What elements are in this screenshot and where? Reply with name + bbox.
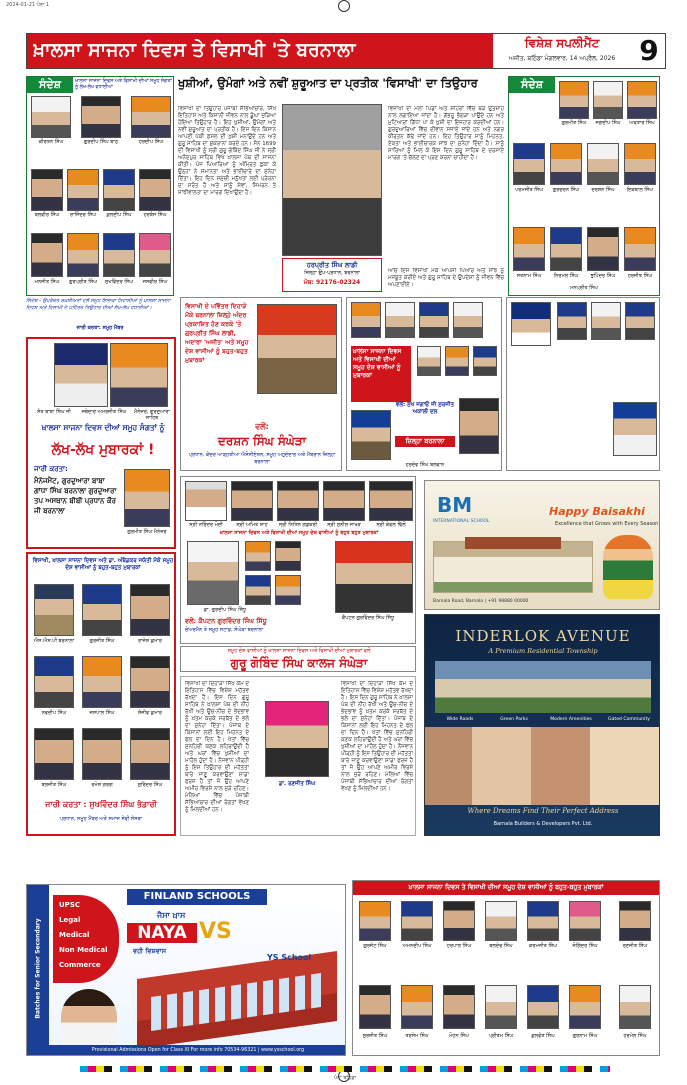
author-name: ਹਰਪ੍ਰੀਤ ਸਿੰਘ ਲਾਡੀ xyxy=(306,261,358,269)
family-photo xyxy=(425,727,660,805)
notice-sign: ਜਾਰੀ ਕਰਤਾ: ਸਮੂਹ ਮੈਂਬਰ xyxy=(76,325,124,331)
person-photo xyxy=(559,81,589,119)
article-two-body-left: ਵਿਸਾਖੀ ਦਾ ਦਿਹਾੜਾ ਸਿੱਖ ਕੌਮ ਦੇ ਇਤਿਹਾਸ ਵਿੱਚ ਵਿਸ਼ੇਸ਼ ਮਹੱਤਵ ਰੱਖਦਾ ਹੈ। ਇਸ ਦਿਨ ਗੁਰੂ ਸਾਹਿਬ ਨੇ ਖ਼ਾਲਸਾ ਪੰਥ ਦੀ ਨੀਂਹ ਰੱਖੀ ਅਤੇ ਊਚ-ਨੀਚ ਦੇ ਭੇਦਭਾਵ ਨੂੰ ਖ਼ਤਮ ਕਰਕੇ ਸਰਬੱਤ ਦੇ ਭਲੇ ਦਾ ਸੁਨੇਹਾ ਦਿੱਤਾ। ਪੰਜਾਬ ਦੇ ਕਿਸਾਨਾਂ ਲਈ ਇਹ ਮਿਹਨਤ ਦੇ ਫਲ ਦਾ ਦਿਨ ਹੈ। ਖੇਤਾਂ ਵਿੱਚ ਸੁਨਹਿਰੀ ਕਣਕ ਲਹਿਰਾਉਂਦੀ ਹੈ ਅਤੇ ਘਰਾਂ ਵਿੱਚ ਖੁਸ਼ੀਆਂ ਦਾ ਮਾਹੌਲ ਹੁੰਦਾ ਹੈ। ਨੌਜਵਾਨ ਪੀੜ੍ਹੀ ਨੂੰ ਇਸ ਤਿਉਹਾਰ ਦੀ ਮਹੱਤਤਾ ਬਾਰੇ ਜਾਣੂ ਕਰਵਾਉਣਾ ਸਾਡਾ ਫਰਜ਼ ਹੈ ਤਾਂ ਜੋ ਉਹ ਆਪਣੇ ਅਮੀਰ ਵਿਰਸੇ ਨਾਲ ਜੁੜੇ ਰਹਿਣ। ਮੇਲਿਆਂ ਵਿੱਚ ਪੰਜਾਬੀ ਸੱਭਿਆਚਾਰ ਦੀਆਂ ਰੰਗਤਾਂ ਵੇਖਣ ਨੂੰ ਮਿਲਦੀਆਂ ਹਨ। xyxy=(185,681,249,813)
person-caption: ਮਨਪ੍ਰੀਤ ਸਿੰਘ xyxy=(570,285,598,291)
person-photo xyxy=(569,985,601,1029)
bm-tagline: Happy Baisakhi xyxy=(549,505,645,518)
person-photo xyxy=(67,169,99,211)
akali-wish: ਖ਼ਾਲਸਾ ਸਾਜਨਾ ਦਿਵਸ ਅਤੇ ਵਿਸਾਖੀ ਦੀਆਂ ਸਮੂਹ ਦੇਸ਼ ਵਾਸੀਆਂ ਨੂੰ ਮੁਬਾਰਕਾਂ xyxy=(351,346,411,402)
person-photo xyxy=(557,302,587,340)
registration-mark-top xyxy=(338,0,350,12)
person-photo xyxy=(513,227,545,271)
person-caption: ਜਸਵੀਰ ਸਿੰਘ xyxy=(142,279,168,285)
person-caption: ਕੀਰਤਨ ਸਿੰਘ xyxy=(38,139,64,145)
person-caption: ਬਲਜੀਤ ਸਿੰਘ xyxy=(41,782,67,788)
article-closing: ਆਓ ਇਸ ਵਿਸਾਖੀ ਮੌਕੇ ਆਪਸੀ ਪਿਆਰ ਅਤੇ ਸਾਂਝ ਨੂੰ ਮਜ਼ਬੂਤ ਕਰੀਏ ਅਤੇ ਗੁਰੂ ਸਾਹਿਬ ਦੇ ਉਪਦੇਸ਼ਾਂ ਨੂੰ ਜੀਵਨ ਵਿੱਚ ਅਪਣਾਈਏ। xyxy=(388,268,504,288)
inderlok-subtitle: A Premium Residential Township xyxy=(488,647,598,655)
article-two xyxy=(180,676,416,836)
person-caption: ਜਸਪਾਲ ਸਿੰਘ xyxy=(89,710,115,716)
person-caption: ਗੁਰਮੀਤ ਸਿੰਘ xyxy=(561,120,587,126)
township-rendering xyxy=(435,661,651,713)
person-photo xyxy=(527,901,559,941)
bhangra-dancer-illustration xyxy=(603,535,653,599)
person-photo xyxy=(419,302,449,338)
person-photo xyxy=(385,302,415,338)
person-caption: ਹਰਮੇਲ ਸਿੰਘ xyxy=(623,1033,647,1039)
leader-photo xyxy=(277,481,319,521)
feature-item: Modern Amenities xyxy=(550,717,592,722)
person-photo xyxy=(245,541,271,571)
person-photo xyxy=(67,233,99,277)
person-caption: ਜੋਗਿੰਦਰ ਸਿੰਘ xyxy=(572,943,598,949)
person-caption: ਦਰਸ਼ਨ ਸਿੰਘ xyxy=(591,187,615,193)
leader-photo xyxy=(369,481,413,521)
ad-bhandari xyxy=(26,552,176,836)
finland-tagline: ਜੈਸਾ ਖ਼ਾਸ xyxy=(157,911,186,920)
person-caption: ਰਮੇਸ਼ ਗਰਗ xyxy=(91,782,113,788)
person-caption: ਹਰਜੀਤ ਸਿੰਘ xyxy=(627,273,653,279)
leader-photo xyxy=(185,481,227,521)
person-photo xyxy=(550,143,582,185)
person-caption: ਨਵਦੀਪ ਸਿੰਘ xyxy=(41,710,67,716)
ad-bihla xyxy=(506,297,660,471)
ad-akali xyxy=(346,297,502,471)
leaders-wish: ਖ਼ਾਲਸਾ ਸਾਜਨਾ ਦਿਵਸ ਅਤੇ ਵਿਸਾਖੀ ਦੀਆਂ ਸਮੂਹ ਦੇਸ਼ ਵਾਸੀਆਂ ਨੂੰ ਬਹੁਤ ਬਹੁਤ ਮੁਬਾਰਕਾਂ xyxy=(219,530,379,536)
person-photo xyxy=(619,985,651,1029)
person-photo xyxy=(54,343,108,407)
person-caption: ਰਾਜਿੰਦਰ ਸਿੰਘ xyxy=(69,212,97,218)
issuer-text: ਮੈਨੇਜਮੈਂਟ, ਗੁਰਦੁਆਰਾ ਬਾਬਾ ਗਾਂਧਾ ਸਿੰਘ ਬਰਨਾਲਾ ਗੁਰਦੁਆਰਾ ਤਪ ਅਸਥਾਨ ਬੀਬੀ ਪ੍ਰਧਾਨ ਕੌਰ ਜੀ ਬਰਨਾਲਾ xyxy=(34,477,117,515)
bm-logo: BM xyxy=(437,493,473,517)
person-photo xyxy=(485,985,517,1029)
person-caption: ਗੁਰਪ੍ਰੀਤ ਸਿੰਘ xyxy=(69,279,97,285)
leader-caption: ਸ੍ਰੀ ਨਿਤਿਨ ਗਡਕਰੀ xyxy=(278,522,318,528)
person-caption: ਰਾਜੇਸ਼ ਕੁਮਾਰ xyxy=(138,638,162,644)
color-calibration-strip xyxy=(80,1066,610,1072)
person-photo xyxy=(82,728,122,780)
person-caption: ਇਕਬਾਲ ਸਿੰਘ xyxy=(627,187,653,193)
person-caption: ਬਲਦੇਵ ਸਿੰਘ xyxy=(489,943,513,949)
center-article xyxy=(178,76,504,296)
person-caption: ਮੈਨੇਜਰ, ਗੁਰਦੁਆਰਾ ਸਾਹਿਬ xyxy=(134,409,170,421)
person-caption: ਗੁਰਜੀਤ ਸਿੰਘ xyxy=(89,638,115,644)
college-by: ਵਲੋਂ: ਕੈਪਟਨ ਗੁਰਵਿੰਦਰ ਸਿੰਘ ਸਿੱਧੂ xyxy=(185,617,267,625)
person-caption: ਗੁਰਚਰਨ ਸਿੰਘ xyxy=(552,187,580,193)
person-caption: ਅਵਤਾਰ ਸਿੰਘ xyxy=(629,120,655,126)
person-photo xyxy=(351,410,391,460)
leader-caption: ਸ੍ਰੀ ਨਰਿੰਦਰ ਮੋਦੀ xyxy=(189,522,223,528)
college-tag: ਸਮੂਹ ਦੇਸ਼ ਵਾਸੀਆਂ ਨੂੰ ਖ਼ਾਲਸਾ ਸਾਜਨਾ ਦਿਵਸ ਅਤੇ ਵਿਸਾਖੀ ਦੀਆਂ ਮੁਬਾਰਕਾਂ ਵਲੋਂ xyxy=(227,648,371,654)
person-caption: ਜਗਦੀਪ ਸਿੰਘ xyxy=(595,120,621,126)
page-number: 9 xyxy=(639,34,659,67)
ad-leaders xyxy=(180,476,416,644)
person-photo xyxy=(139,233,171,277)
person-caption: ਕੁਲਵੰਤ ਸਿੰਘ xyxy=(531,1033,555,1039)
college-banner xyxy=(180,646,416,672)
person-photo xyxy=(624,227,656,271)
ad-finland xyxy=(26,884,346,1056)
person-photo xyxy=(401,985,433,1029)
inderlok-title: INDERLOK AVENUE xyxy=(455,627,631,645)
person-photo xyxy=(593,81,623,119)
person-caption: ਹਰਦੀਪ ਸਿੰਘ xyxy=(138,139,164,145)
bm-brand: INTERNATIONAL SCHOOL xyxy=(433,519,490,524)
person-caption: ਰਣਜੀਤ ਸਿੰਘ xyxy=(622,943,648,949)
person-photo xyxy=(619,901,651,941)
finland-sub: ਵਹੀ ਵਿਸ਼ਵਾਸ xyxy=(133,947,167,955)
leader-caption: ਸ੍ਰੀ ਅਮਿਤ ਸ਼ਾਹ xyxy=(236,522,268,528)
person-photo xyxy=(417,346,441,376)
person-photo xyxy=(257,304,337,394)
college-by-sub: ਚੇਅਰਮੈਨ ਤੇ ਸਮੂਹ ਸਟਾਫ਼, ਸੰਘੇੜਾ ਬਰਨਾਲਾ xyxy=(185,627,264,633)
person-photo xyxy=(359,901,391,941)
person-caption: ਹਰਦੇਵ ਸਿੰਘ ਬਲਵਾਨ xyxy=(405,462,445,468)
person-photo xyxy=(443,901,475,941)
finland-side-text: Batches for Senior Secondary xyxy=(34,918,42,1019)
student-photo xyxy=(61,989,117,1045)
person-caption: ਬਲਵੀਰ ਸਿੰਘ xyxy=(34,212,60,218)
person-photo xyxy=(445,346,469,376)
person-photo xyxy=(34,584,74,636)
person-photo xyxy=(587,143,619,185)
article-headline: ਖੁਸ਼ੀਆਂ, ਉਮੰਗਾਂ ਅਤੇ ਨਵੀਂ ਸ਼ੁਰੂਆਤ ਦਾ ਪ੍ਰਤੀਕ 'ਵਿਸਾਖੀ' ਦਾ ਤਿਉਹਾਰ xyxy=(178,76,478,90)
college-name: ਗੁਰੂ ਗੋਬਿੰਦ ਸਿੰਘ ਕਾਲਜ ਸੰਘੇੜਾ xyxy=(230,656,368,670)
person-caption: ਕੈਪਟਨ ਗੁਰਵਿੰਦਰ ਸਿੰਘ ਸਿੱਧੂ xyxy=(341,615,395,621)
person-photo xyxy=(485,901,517,941)
person-photo xyxy=(359,985,391,1029)
person-photo xyxy=(31,169,63,211)
finland-title: FINLAND SCHOOLS xyxy=(127,889,267,905)
person-photo xyxy=(473,346,497,376)
lakh-mubarakan: ਲੱਖ-ਲੱਖ ਮੁਬਾਰਕਾਂ ! xyxy=(51,442,155,458)
sandesh-label: ਸੰਦੇਸ਼ xyxy=(509,77,555,93)
bhandari-footer: ਜਾਰੀ ਕਰਤਾ : ਸੁਖਵਿੰਦਰ ਸਿੰਘ ਭੰਡਾਰੀ xyxy=(45,800,157,809)
author-role: ਜ਼ਿਲ੍ਹਾ ਉਪ-ਪ੍ਰਧਾਨ, ਬਰਨਾਲਾ xyxy=(304,270,360,276)
school-building-roof xyxy=(465,537,561,549)
akali-district: ਜ਼ਿਲ੍ਹਾ ਬਰਨਾਲਾ xyxy=(395,436,455,447)
person-photo xyxy=(513,143,545,185)
finland-footer: Provisional Admissions Open for Class XI For more info 70534-96321 | www.ysschool.org xyxy=(49,1045,346,1056)
article-body-right: ਵਿਸਾਖੀ ਦਾ ਮੇਲਾ ਪਿੰਡਾਂ ਅਤੇ ਸ਼ਹਿਰਾਂ ਵਿੱਚ ਬੜੇ ਉਤਸ਼ਾਹ ਨਾਲ ਲਗਾਇਆ ਜਾਂਦਾ ਹੈ। ਗੱਭਰੂ ਭੰਗੜਾ ਪਾਉਂਦੇ ਹਨ ਅਤੇ ਮੁਟਿਆਰਾਂ ਗਿੱਧਾ ਪਾ ਕੇ ਖੁਸ਼ੀ ਦਾ ਇਜ਼ਹਾਰ ਕਰਦੀਆਂ ਹਨ। ਗੁਰਦੁਆਰਿਆਂ ਵਿੱਚ ਦੀਵਾਨ ਸਜਾਏ ਜਾਂਦੇ ਹਨ ਅਤੇ ਨਗਰ ਕੀਰਤਨ ਕੱਢੇ ਜਾਂਦੇ ਹਨ। ਇਹ ਤਿਉਹਾਰ ਸਾਨੂੰ ਮਿਹਨਤ, ਏਕਤਾ ਅਤੇ ਭਾਈਚਾਰਕ ਸਾਂਝ ਦਾ ਸੁਨੇਹਾ ਦਿੰਦਾ ਹੈ। ਸਾਨੂੰ ਸਾਰਿਆਂ ਨੂੰ ਮਿਲ ਕੇ ਇਸ ਦਿਨ ਗੁਰੂ ਸਾਹਿਬ ਦੇ ਦਰਸਾਏ ਮਾਰਗ 'ਤੇ ਚੱਲਣ ਦਾ ਪ੍ਰਣ ਕਰਨਾ ਚਾਹੀਦਾ ਹੈ। xyxy=(388,106,504,161)
person-photo xyxy=(130,728,170,780)
person-photo xyxy=(34,728,74,780)
person-photo xyxy=(625,302,655,340)
akali-by: ਵਲੋਂ: ਸੁਖ ਜਗਾਓ ਜੀ ਸੁਰਜੀਤ ਅਕਾਲੀ ਦਲ xyxy=(395,402,455,415)
person-caption: ਗੁਰਦੀਪ ਸਿੰਘ ਬਾਠ xyxy=(83,139,119,145)
ad-bm-school xyxy=(424,480,660,610)
course-item: Commerce xyxy=(59,961,101,969)
person-caption: ਅਮਨਦੀਪ ਸਿੰਘ xyxy=(402,943,432,949)
person-photo xyxy=(31,96,71,138)
sanghera-name: ਦਰਸ਼ਨ ਸਿੰਘ ਸੰਘੇੜਾ xyxy=(217,434,307,448)
bm-sub: Excellence that Grows with Every Season xyxy=(555,521,659,527)
person-photo xyxy=(591,302,621,340)
person-photo xyxy=(81,96,121,138)
person-photo xyxy=(130,656,170,708)
article-two-author: ਡਾ. ਰਣਜੀਤ ਸਿੰਘ xyxy=(278,781,316,787)
person-photo xyxy=(587,227,619,271)
person-caption: ਕੁਲਦੀਪ ਸਿੰਘ xyxy=(106,212,132,218)
person-photo xyxy=(550,227,582,271)
person-caption: ਕਰਮਜੀਤ ਸਿੰਘ xyxy=(528,943,558,949)
course-item: Non Medical xyxy=(59,946,108,954)
sanghera-role: ਪ੍ਰਧਾਨ, ਕੇਂਦਰ ਆੜ੍ਹਤੀਆ ਐਸੋਸੀਏਸ਼ਨ, ਸਮੂਹ ਅਹੁਦੇਦਾਰ ਅਤੇ ਮੈਂਬਰਾਨ ਜ਼ਿਲ੍ਹਾ ਬਰਨਾਲਾ xyxy=(188,452,336,465)
person-photo xyxy=(351,302,381,338)
group-head: ਖ਼ਾਲਸਾ ਸਾਜਨਾ ਦਿਵਸ ਤੇ ਵਿਸਾਖੀ ਦੀਆਂ ਸਮੂਹ ਦੇਸ਼ ਵਾਸੀਆਂ ਨੂੰ ਬਹੁਤ-ਬਹੁਤ ਮੁਬਾਰਕਾਂ xyxy=(353,881,659,895)
person-photo xyxy=(335,541,413,613)
person-caption: ਮਨਜੀਤ ਸਿੰਘ xyxy=(34,279,60,285)
finland-vs: VS xyxy=(199,919,232,944)
person-photo xyxy=(453,302,483,338)
feature-item: Gated Community xyxy=(608,717,650,722)
leader-caption: ਸ੍ਰੀ ਕੇਵਲ ਢਿੱਲੋਂ xyxy=(376,522,406,528)
person-caption: ਨਿਰਮਲ ਸਿੰਘ xyxy=(553,273,579,279)
person-photo xyxy=(82,656,122,708)
person-caption: ਸੁਰਿੰਦਰ ਸਿੰਘ xyxy=(137,782,163,788)
sanghera-by: ਵਲੋਂ: xyxy=(255,422,269,431)
person-photo xyxy=(527,985,559,1029)
person-photo xyxy=(511,302,551,346)
person-photo xyxy=(627,81,657,119)
inderlok-slogan: Where Dreams Find Their Perfect Address xyxy=(467,807,619,815)
wish-line: ਖ਼ਾਲਸਾ ਸਾਜਨਾ ਦਿਵਸ ਦੀਆਂ ਸਮੂਹ ਸੰਗਤਾਂ ਨੂੰ xyxy=(41,423,165,432)
person-photo xyxy=(31,233,63,277)
leader-photo xyxy=(231,481,273,521)
person-photo xyxy=(443,985,475,1029)
bhandari-footer-sub: ਪ੍ਰਧਾਨ, ਸਮੂਹ ਮੈਂਬਰ ਅਤੇ ਸਮਾਜ ਸੇਵੀ ਸੰਸਥਾ xyxy=(59,816,143,822)
person-photo xyxy=(130,584,170,636)
person-photo xyxy=(624,143,656,185)
person-photo xyxy=(34,656,74,708)
author-phone: ਮੋਬ: 92176-02324 xyxy=(303,279,361,286)
person-caption: ਸੁਖਵਿੰਦਰ ਸਿੰਘ xyxy=(105,279,133,285)
course-item: UPSC xyxy=(59,901,80,909)
person-caption: ਗੁਰਮੀਤ ਸਿੰਘ ਮੈਨੇਜਰ xyxy=(127,529,167,535)
person-photo xyxy=(124,469,170,527)
person-caption: ਪ੍ਰੀਤਮ ਸਿੰਘ xyxy=(488,1033,514,1039)
notice-strip: ਸਿੰਦੇਸ਼ - ਉਪਰੋਕਤ ਸ਼ਖ਼ਸੀਅਤਾਂ ਵਲੋਂ ਸਮੂਹ ਇਲਾਕਾ ਨਿਵਾਸੀਆਂ ਨੂੰ ਖ਼ਾਲਸਾ ਸਾਜਨਾ ਦਿਵਸ ਅਤੇ ਵਿਸਾਖੀ ਦੇ ਪਵਿੱਤਰ ਤਿਉਹਾਰ ਦੀਆਂ ਲੱਖ-ਲੱਖ ਵਧਾਈਆਂ। xyxy=(26,298,171,311)
ad-group-greeting xyxy=(352,880,660,1056)
leader-photo xyxy=(323,481,365,521)
person-caption: ਸੁਰਜੀਤ ਸਿੰਘ xyxy=(362,1033,388,1039)
inderlok-company: Barnala Builders & Developers Pvt. Ltd. xyxy=(493,821,593,827)
print-slug: 2024-01-21 ਪੰਨਾ 1 xyxy=(6,2,50,8)
person-photo xyxy=(245,575,271,605)
person-caption: ਸੰਜੀਵ ਕੁਮਾਰ xyxy=(137,710,163,716)
masthead-title: ਖ਼ਾਲਸਾ ਸਾਜਨਾ ਦਿਵਸ ਤੇ ਵਿਸਾਖੀ 'ਤੇ ਬਰਨਾਲਾ xyxy=(33,39,356,61)
masthead xyxy=(26,33,666,69)
person-photo xyxy=(82,584,122,636)
sandesh-label: ਸੰਦੇਸ਼ xyxy=(27,77,73,93)
person-caption: ਗੁਰਜੰਟ ਸਿੰਘ xyxy=(363,943,387,949)
person-caption: ਹਰਪਾਲ ਸਿੰਘ xyxy=(446,943,472,949)
person-photo xyxy=(265,701,329,777)
person-photo xyxy=(613,402,657,456)
supplement-label: ਵਿਸ਼ੇਸ਼ ਸਪਲੀਮੈਂਟ xyxy=(524,36,600,50)
person-caption: ਪਰਮਜੀਤ ਸਿੰਘ xyxy=(515,187,543,193)
building-label: YS School xyxy=(267,953,312,962)
person-caption: ਭੁਪਿੰਦਰ ਸਿੰਘ xyxy=(590,273,616,279)
left-sandesh-panel xyxy=(26,76,174,296)
person-photo xyxy=(131,96,171,138)
person-caption: ਸੰਤ ਬਾਬਾ ਸਿੰਘ ਜੀ xyxy=(37,409,71,415)
course-item: Legal xyxy=(59,916,81,924)
person-photo xyxy=(187,541,239,605)
person-caption: ਸਤਨਾਮ ਸਿੰਘ xyxy=(516,273,542,279)
person-photo xyxy=(103,169,135,211)
person-caption: ਗੁਰਨਾਮ ਸਿੰਘ xyxy=(572,1033,598,1039)
person-photo xyxy=(569,901,601,941)
person-photo xyxy=(275,541,301,571)
person-photo xyxy=(275,575,301,605)
person-photo xyxy=(459,398,499,454)
leader-caption: ਸ੍ਰੀ ਸੁਨੀਲ ਜਾਖੜ xyxy=(327,522,361,528)
bhandari-head: ਵਿਸਾਖੀ, ਖ਼ਾਲਸਾ ਸਾਜਨਾ ਦਿਵਸ ਅਤੇ ਡਾ. ਅੰਬੇਡਕਰ ਜਯੰਤੀ ਮੌਕੇ ਸਮੂਹ ਦੇਸ਼ ਵਾਸੀਆਂ ਨੂੰ ਬਹੁਤ-ਬਹੁਤ ਮੁਬਾਰਕਾਂ xyxy=(32,558,174,571)
author-photo xyxy=(282,104,382,256)
ad-sanghera xyxy=(180,297,342,471)
person-caption: ਜਥੇਦਾਰ ਅਮਰਜੀਤ ਸਿੰਘ xyxy=(81,409,127,415)
person-photo xyxy=(139,169,171,211)
person-photo xyxy=(103,233,135,277)
person-photo xyxy=(110,343,168,407)
article-body-left: ਵਿਸਾਖੀ ਦਾ ਤਿਉਹਾਰ ਪੰਜਾਬੀ ਸੱਭਿਆਚਾਰ, ਸਿੱਖ ਇਤਿਹਾਸ ਅਤੇ ਕਿਸਾਨੀ ਜੀਵਨ ਨਾਲ ਡੂੰਘਾ ਜੁੜਿਆ ਹੋਇਆ ਤਿਉਹਾਰ ਹੈ। ਇਹ ਖੁਸ਼ੀਆਂ, ਉਮੰਗਾਂ ਅਤੇ ਨਵੀਂ ਸ਼ੁਰੂਆਤ ਦਾ ਪ੍ਰਤੀਕ ਹੈ। ਇਸ ਦਿਨ ਕਿਸਾਨ ਆਪਣੀ ਪੱਕੀ ਫ਼ਸਲ ਦੀ ਖੁਸ਼ੀ ਮਨਾਉਂਦੇ ਹਨ ਅਤੇ ਗੁਰੂ ਸਾਹਿਬ ਦਾ ਸ਼ੁਕਰਾਨਾ ਕਰਦੇ ਹਨ। ਸੰਨ 1699 ਦੀ ਵਿਸਾਖੀ ਨੂੰ ਸ੍ਰੀ ਗੁਰੂ ਗੋਬਿੰਦ ਸਿੰਘ ਜੀ ਨੇ ਸ੍ਰੀ ਅਨੰਦਪੁਰ ਸਾਹਿਬ ਵਿਖੇ ਖ਼ਾਲਸਾ ਪੰਥ ਦੀ ਸਾਜਨਾ ਕੀਤੀ। ਪੰਜ ਪਿਆਰਿਆਂ ਨੂੰ ਅੰਮ੍ਰਿਤ ਛਕਾ ਕੇ ਉਨ੍ਹਾਂ ਨੇ ਸਮਾਨਤਾ ਅਤੇ ਭਾਈਚਾਰੇ ਦਾ ਸੁਨੇਹਾ ਦਿੱਤਾ। ਇਹ ਦਿਨ ਸਮੁੱਚੀ ਮਨੁੱਖਤਾ ਲਈ ਪ੍ਰੇਰਨਾ ਦਾ ਸਰੋਤ ਹੈ ਅਤੇ ਸਾਨੂੰ ਸੇਵਾ, ਸਿਮਰਨ ਤੇ ਸਾਂਝੀਵਾਲਤਾ ਦਾ ਮਾਰਗ ਦਿਖਾਉਂਦਾ ਹੈ। xyxy=(178,106,276,196)
sandesh-intro: ਖ਼ਾਲਸਾ ਸਾਜਨਾ ਦਿਵਸ ਅਤੇ ਵਿਸਾਖੀ ਦੀਆਂ ਸਮੂਹ ਸੰਗਤਾਂ ਨੂੰ ਲੱਖ-ਲੱਖ ਵਧਾਈਆਂ xyxy=(75,79,172,90)
finland-naya: NAYA xyxy=(127,923,197,943)
ad-inderlok xyxy=(424,614,660,836)
bm-contact: Barnala Road, Barnala | +91 98880 00000 xyxy=(433,599,529,604)
bottom-slug: ਪੰਨਾ ਬਠਿੰਡਾ xyxy=(333,1075,357,1081)
sanghera-intro: ਵਿਸਾਖੀ ਦੇ ਪਵਿੱਤਰ ਦਿਹਾੜੇ ਮੌਕੇ ਬਰਨਾਲਾ ਜ਼ਿਲ੍ਹੇ ਅੰਦਰ ਪ੍ਰਕਾਸ਼ਿਤ ਹੋਣ ਕਰਕੇ 'ਤੇ ਗੁਰਪ੍ਰੀਤ ਸਿੰਘ ਲਾਡੀ, ਅਦਾਰਾ 'ਅਜੀਤ' ਅਤੇ ਸਮੂਹ ਦੇਸ਼ ਵਾਸੀਆਂ ਨੂੰ ਬਹੁਤ-ਬਹੁਤ ਮੁਬਾਰਕਾਂ xyxy=(185,303,249,364)
right-sandesh-panel xyxy=(508,76,660,296)
issuer-label: ਜਾਰੀ ਕਰਤਾ: xyxy=(34,465,68,473)
article-two-body-right: ਵਿਸਾਖੀ ਦਾ ਦਿਹਾੜਾ ਸਿੱਖ ਕੌਮ ਦੇ ਇਤਿਹਾਸ ਵਿੱਚ ਵਿਸ਼ੇਸ਼ ਮਹੱਤਵ ਰੱਖਦਾ ਹੈ। ਇਸ ਦਿਨ ਗੁਰੂ ਸਾਹਿਬ ਨੇ ਖ਼ਾਲਸਾ ਪੰਥ ਦੀ ਨੀਂਹ ਰੱਖੀ ਅਤੇ ਊਚ-ਨੀਚ ਦੇ ਭੇਦਭਾਵ ਨੂੰ ਖ਼ਤਮ ਕਰਕੇ ਸਰਬੱਤ ਦੇ ਭਲੇ ਦਾ ਸੁਨੇਹਾ ਦਿੱਤਾ। ਪੰਜਾਬ ਦੇ ਕਿਸਾਨਾਂ ਲਈ ਇਹ ਮਿਹਨਤ ਦੇ ਫਲ ਦਾ ਦਿਨ ਹੈ। ਖੇਤਾਂ ਵਿੱਚ ਸੁਨਹਿਰੀ ਕਣਕ ਲਹਿਰਾਉਂਦੀ ਹੈ ਅਤੇ ਘਰਾਂ ਵਿੱਚ ਖੁਸ਼ੀਆਂ ਦਾ ਮਾਹੌਲ ਹੁੰਦਾ ਹੈ। ਨੌਜਵਾਨ ਪੀੜ੍ਹੀ ਨੂੰ ਇਸ ਤਿਉਹਾਰ ਦੀ ਮਹੱਤਤਾ ਬਾਰੇ ਜਾਣੂ ਕਰਵਾਉਣਾ ਸਾਡਾ ਫਰਜ਼ ਹੈ ਤਾਂ ਜੋ ਉਹ ਆਪਣੇ ਅਮੀਰ ਵਿਰਸੇ ਨਾਲ ਜੁੜੇ ਰਹਿਣ। ਮੇਲਿਆਂ ਵਿੱਚ ਪੰਜਾਬੀ ਸੱਭਿਆਚਾਰ ਦੀਆਂ ਰੰਗਤਾਂ ਵੇਖਣ ਨੂੰ ਮਿਲਦੀਆਂ ਹਨ। xyxy=(341,681,413,792)
person-caption: ਤਰਸੇਮ ਸਿੰਘ xyxy=(405,1033,429,1039)
ad-gurdwara xyxy=(26,337,176,549)
person-caption: ਐਸ.ਐਸ.ਪੀ ਬਰਨਾਲਾ xyxy=(33,638,75,644)
person-caption: ਡਾ. ਗੁਰਦੀਪ ਸਿੰਘ ਸਿੱਧੂ xyxy=(203,607,247,613)
feature-item: Wide Roads xyxy=(446,717,474,722)
person-caption: ਹਰਬੰਸ ਸਿੰਘ xyxy=(143,212,167,218)
course-item: Medical xyxy=(59,931,90,939)
issue-meta: ਅਜੀਤ, ਬਠਿੰਡਾ ਮੰਗਲਵਾਰ, 14 ਅਪ੍ਰੈਲ, 2026 xyxy=(508,55,616,62)
feature-item: Green Parks xyxy=(500,717,528,722)
person-caption: ਮੋਹਨ ਸਿੰਘ xyxy=(449,1033,469,1039)
person-photo xyxy=(401,901,433,941)
